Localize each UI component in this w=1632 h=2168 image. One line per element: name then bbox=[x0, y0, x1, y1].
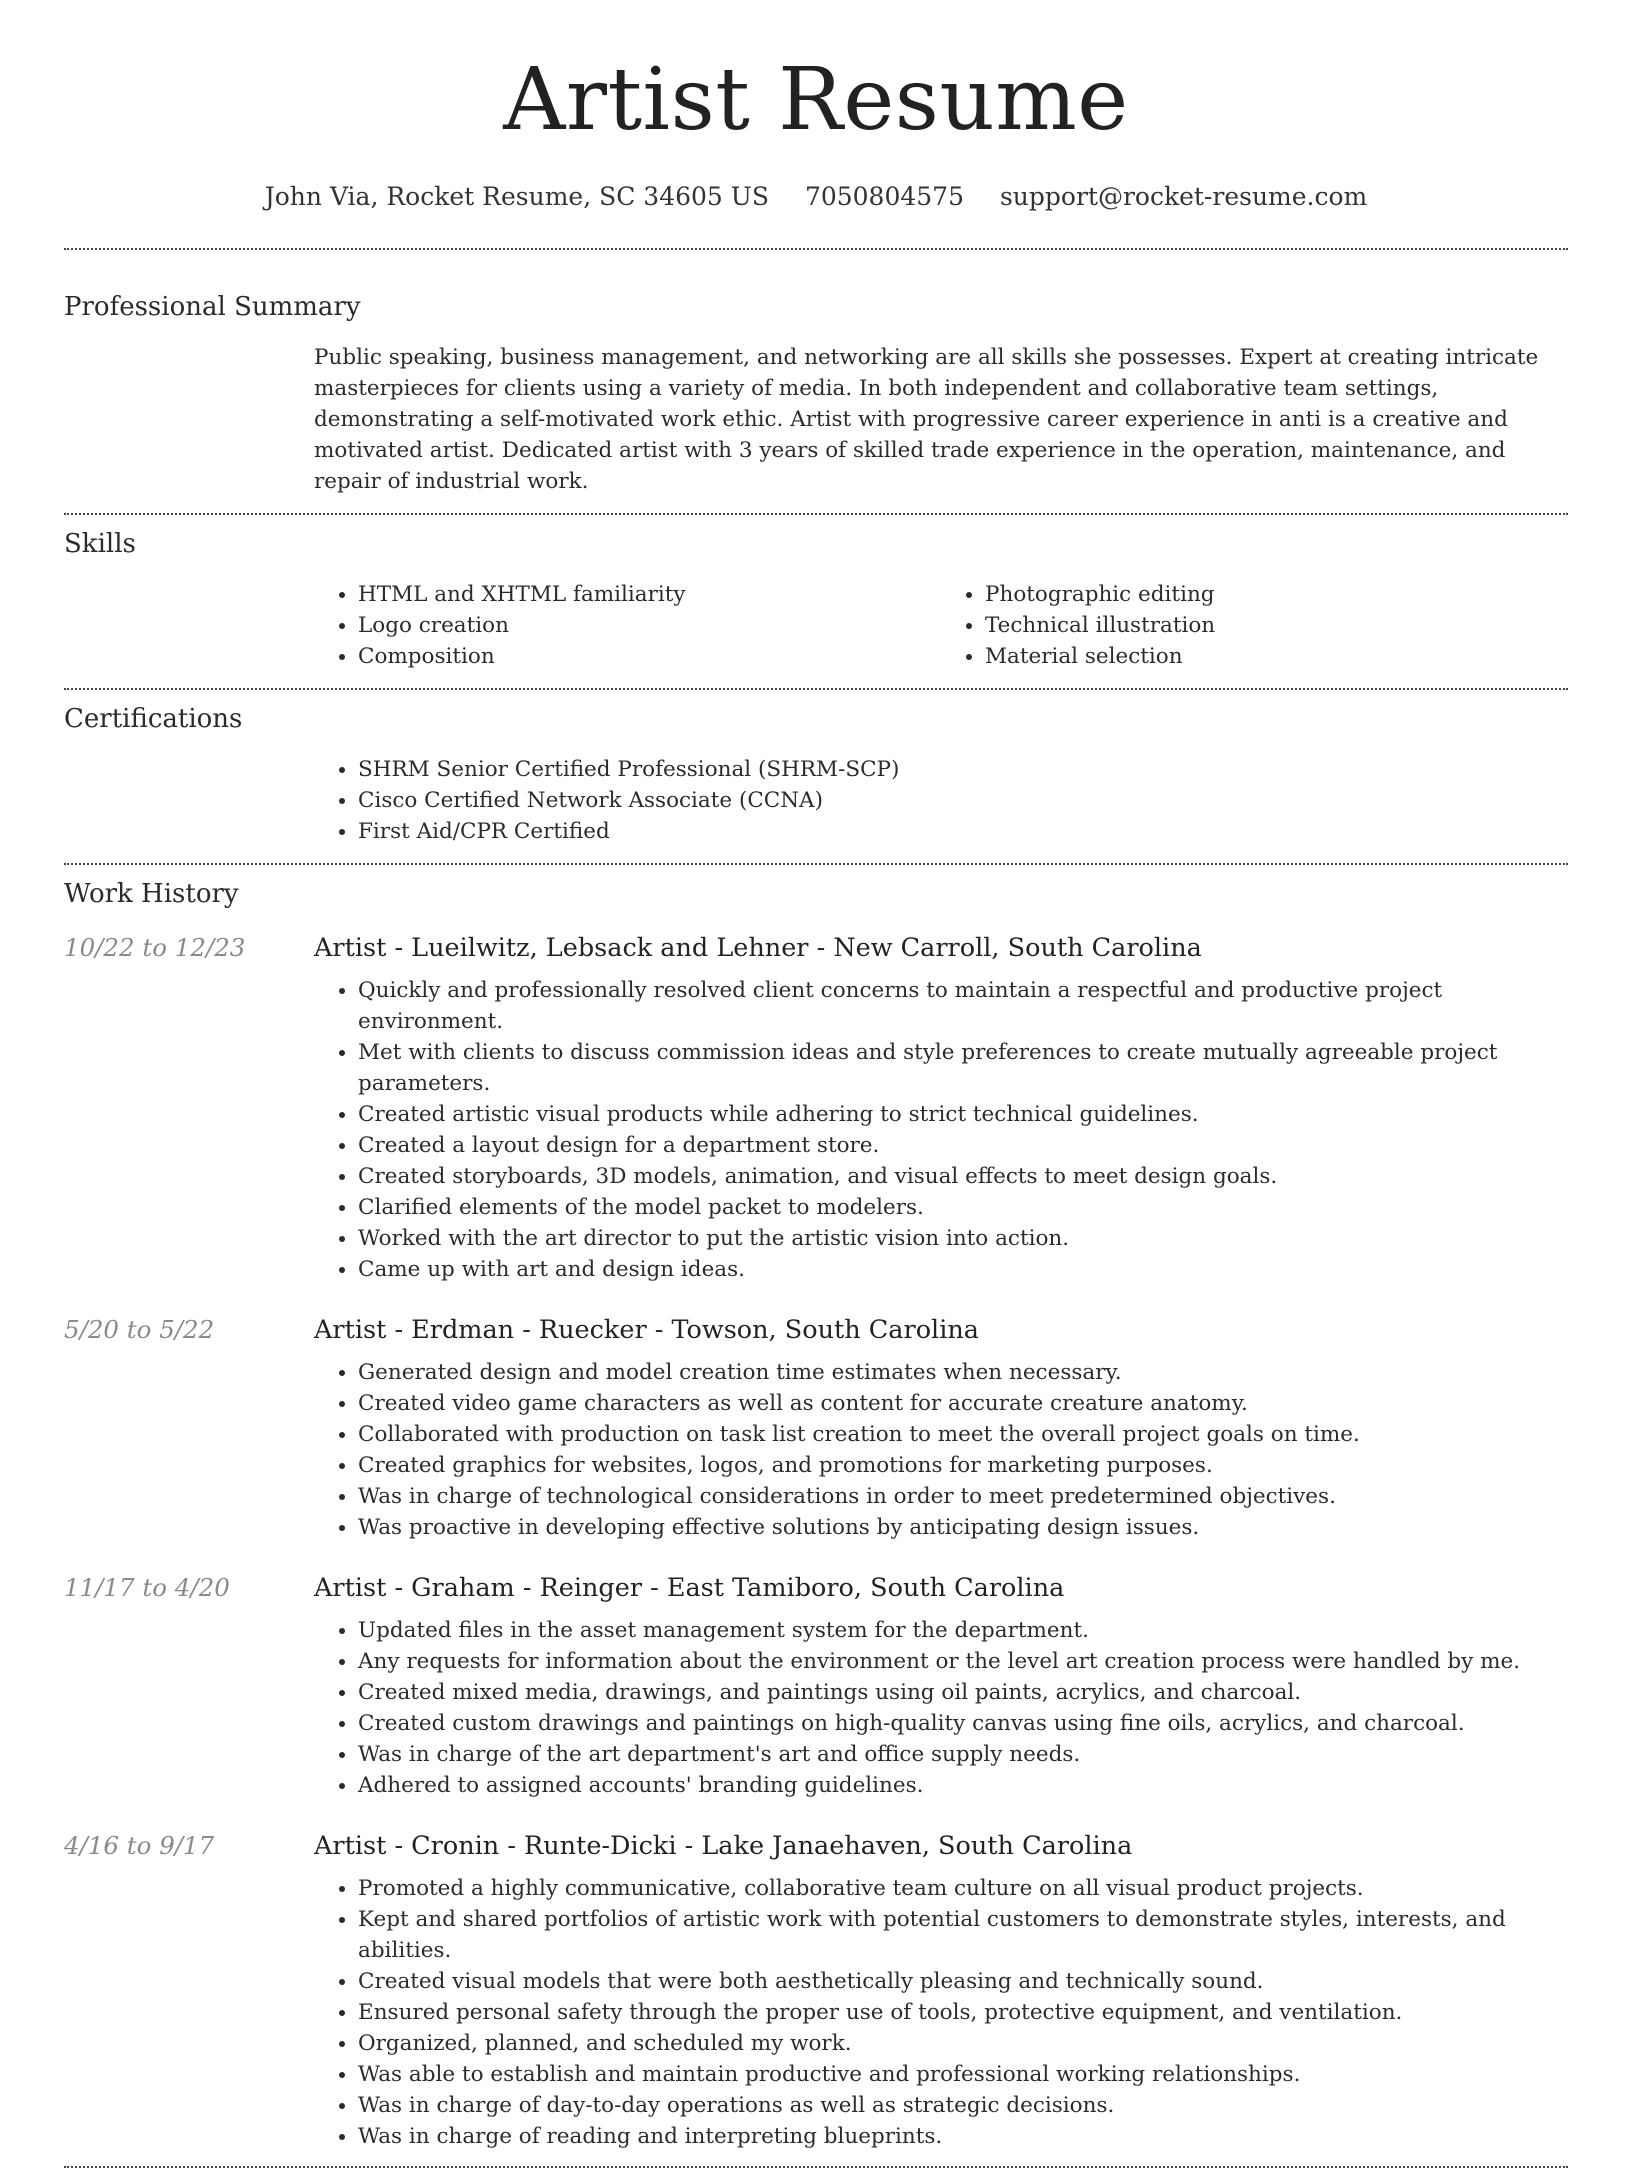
resume-title: Artist Resume bbox=[503, 50, 1129, 150]
job-bullet: • Worked with the art director to put the artistic vision into action. bbox=[358, 1223, 1568, 1254]
summary-heading: Professional Summary bbox=[64, 292, 361, 322]
skills-list bbox=[314, 579, 1568, 672]
job-bullet: • Ensured personal safety through the proper use of tools, protective equipment, and ventilation. bbox=[358, 1997, 1568, 2028]
job-bullet: • Created graphics for websites, logos, and promotions for marketing purposes. bbox=[358, 1450, 1568, 1481]
job-bullet: • Any requests for information about the environment or the level art creation process were handled by me. bbox=[358, 1646, 1568, 1677]
resume-page bbox=[64, 0, 1568, 2168]
certification-item: • Cisco Certified Network Associate (CCNA) bbox=[358, 785, 1568, 816]
job-bullet: • Came up with art and design ideas. bbox=[358, 1254, 1568, 1285]
skill-item: • Technical illustration bbox=[985, 610, 1568, 641]
job-bullet: • Created storyboards, 3D models, animation, and visual effects to meet design goals. bbox=[358, 1161, 1568, 1192]
job-entry bbox=[64, 1831, 1568, 2152]
skill-item: • Composition bbox=[358, 641, 941, 672]
job-entry bbox=[64, 1315, 1568, 1543]
job-bullet: • Created a layout design for a department store. bbox=[358, 1130, 1568, 1161]
job-bullet: • Was proactive in developing effective solutions by anticipating design issues. bbox=[358, 1512, 1568, 1543]
job-bullet: • Was in charge of day-to-day operations as well as strategic decisions. bbox=[358, 2090, 1568, 2121]
skill-item: • Material selection bbox=[985, 641, 1568, 672]
contact-email: support@rocket-resume.com bbox=[999, 182, 1368, 211]
skills-list-left bbox=[314, 579, 941, 672]
job-bullet: • Was in charge of technological considerations in order to meet predetermined objectives. bbox=[358, 1481, 1568, 1512]
job-bullets bbox=[314, 975, 1568, 1285]
job-bullet: • Generated design and model creation time estimates when necessary. bbox=[358, 1357, 1568, 1388]
job-bullet: • Adhered to assigned accounts' branding guidelines. bbox=[358, 1770, 1568, 1801]
skill-item: • Logo creation bbox=[358, 610, 941, 641]
contact-line bbox=[64, 180, 1568, 214]
job-bullet: • Created visual models that were both aesthetically pleasing and technically sound. bbox=[358, 1966, 1568, 1997]
job-bullet: • Was in charge of the art department's art and office supply needs. bbox=[358, 1739, 1568, 1770]
skill-item: • Photographic editing bbox=[985, 579, 1568, 610]
job-bullets bbox=[314, 1873, 1568, 2152]
job-bullet: • Met with clients to discuss commission ideas and style preferences to create mutually agreeable project parameters. bbox=[358, 1037, 1568, 1099]
job-bullet: • Collaborated with production on task list creation to meet the overall project goals on time. bbox=[358, 1419, 1568, 1450]
job-bullet: • Clarified elements of the model packet to modelers. bbox=[358, 1192, 1568, 1223]
job-dates: 10/22 to 12/23 bbox=[64, 933, 246, 962]
certifications-section bbox=[64, 690, 1568, 863]
job-title: Artist - Lueilwitz, Lebsack and Lehner - New Carroll, South Carolina bbox=[314, 933, 1202, 963]
job-bullet: • Updated files in the asset management system for the department. bbox=[358, 1615, 1568, 1646]
job-bullet: • Created mixed media, drawings, and paintings using oil paints, acrylics, and charcoal. bbox=[358, 1677, 1568, 1708]
summary-section bbox=[64, 250, 1568, 513]
job-bullet: • Quickly and professionally resolved client concerns to maintain a respectful and productive project environment. bbox=[358, 975, 1568, 1037]
job-bullet: • Promoted a highly communicative, collaborative team culture on all visual product projects. bbox=[358, 1873, 1568, 1904]
skills-list-right bbox=[941, 579, 1568, 672]
skills-section bbox=[64, 515, 1568, 688]
contact-phone: 7050804575 bbox=[804, 182, 964, 211]
skill-item: • HTML and XHTML familiarity bbox=[358, 579, 941, 610]
summary-text: Public speaking, business management, and networking are all skills she possesses. Expert at creating intricate masterpieces for clients using a variety of media. In both independent and collaborative team settings, demonstrating a self-motivated work ethic. Artist with progressive career experience in anti is a creative and motivated artist. Dedicated artist with 3 years of skilled trade experience in the operation, maintenance, and repair of industrial work. bbox=[314, 345, 1539, 494]
skills-heading: Skills bbox=[64, 529, 136, 559]
job-bullet: • Created custom drawings and paintings on high-quality canvas using fine oils, acrylics, and charcoal. bbox=[358, 1708, 1568, 1739]
job-dates: 4/16 to 9/17 bbox=[64, 1831, 215, 1860]
job-bullet: • Was able to establish and maintain productive and professional working relationships. bbox=[358, 2059, 1568, 2090]
certifications-list bbox=[314, 754, 1568, 847]
job-bullet: • Was in charge of reading and interpreting blueprints. bbox=[358, 2121, 1568, 2152]
job-bullet: • Kept and shared portfolios of artistic work with potential customers to demonstrate styles, interests, and abilities. bbox=[358, 1904, 1568, 1966]
job-bullet: • Created video game characters as well as content for accurate creature anatomy. bbox=[358, 1388, 1568, 1419]
certification-item: • First Aid/CPR Certified bbox=[358, 816, 1568, 847]
work-history-heading: Work History bbox=[64, 879, 239, 909]
job-dates: 5/20 to 5/22 bbox=[64, 1315, 215, 1344]
certification-item: • SHRM Senior Certified Professional (SHRM-SCP) bbox=[358, 754, 1568, 785]
job-bullet: • Organized, planned, and scheduled my work. bbox=[358, 2028, 1568, 2059]
job-title: Artist - Cronin - Runte-Dicki - Lake Janaehaven, South Carolina bbox=[314, 1831, 1133, 1861]
job-bullet: • Created artistic visual products while adhering to strict technical guidelines. bbox=[358, 1099, 1568, 1130]
job-entry bbox=[64, 933, 1568, 1285]
job-dates: 11/17 to 4/20 bbox=[64, 1573, 230, 1602]
job-entry bbox=[64, 1573, 1568, 1801]
job-title: Artist - Erdman - Ruecker - Towson, South Carolina bbox=[314, 1315, 979, 1345]
contact-address: John Via, Rocket Resume, SC 34605 US bbox=[264, 182, 769, 211]
job-bullets bbox=[314, 1615, 1568, 1801]
certifications-heading: Certifications bbox=[64, 704, 243, 734]
work-history-section bbox=[64, 865, 1568, 2152]
job-bullets bbox=[314, 1357, 1568, 1543]
job-title: Artist - Graham - Reinger - East Tamiboro, South Carolina bbox=[314, 1573, 1065, 1603]
